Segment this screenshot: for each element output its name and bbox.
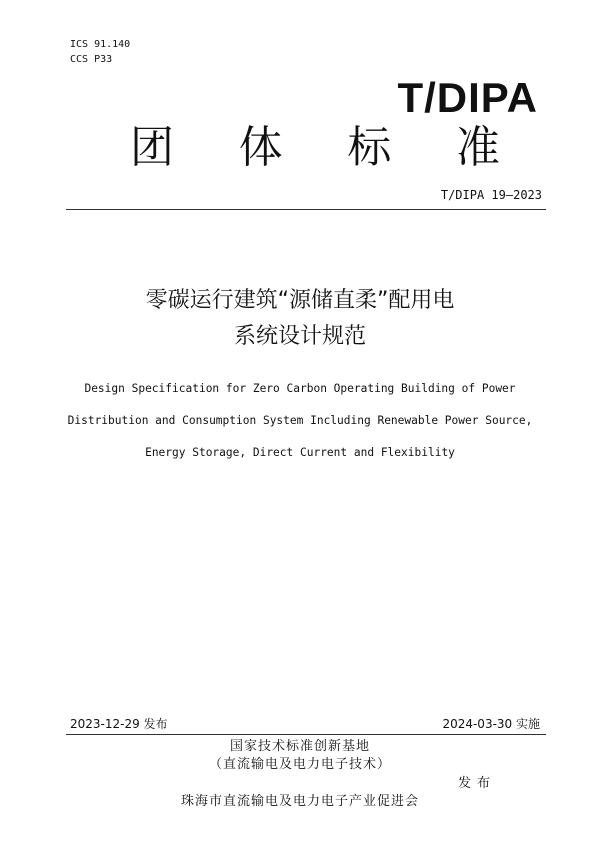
title-en-line1: Design Specification for Zero Carbon Operating Building of Power	[84, 382, 516, 395]
title-cn-line2: 系统设计规范	[233, 324, 366, 349]
publisher-line2: （直流输电及电力电子技术）	[208, 757, 391, 772]
title-en-line2: Distribution and Consumption System Including Renewable Power Source,	[67, 414, 533, 427]
implementation-date: 2024-03-30 实施	[442, 717, 540, 731]
standard-type-char: 标	[347, 122, 392, 173]
publish-label: 发布	[458, 776, 497, 791]
standard-type-char: 团	[130, 122, 174, 173]
publisher-line3: 珠海市直流输电及电力电子产业促进会	[180, 794, 419, 809]
ics-code: ICS 91.140	[70, 39, 131, 50]
publisher-line1: 国家技术标准创新基地	[229, 739, 370, 754]
title-cn-line1: 零碳运行建筑“源储直柔”配用电	[145, 288, 455, 313]
standard-type-char: 体	[238, 122, 283, 173]
top-divider	[66, 209, 546, 210]
title-en-line3: Energy Storage, Direct Current and Flexibility	[145, 446, 455, 459]
bottom-divider	[66, 734, 546, 735]
standard-type	[130, 122, 500, 174]
standard-type-char: 准	[455, 122, 500, 173]
standard-number: T/DIPA 19—2023	[440, 188, 542, 202]
issue-date: 2023-12-29 发布	[70, 717, 168, 731]
org-code: T/DIPA	[397, 74, 538, 121]
ccs-code: CCS P33	[70, 54, 113, 65]
